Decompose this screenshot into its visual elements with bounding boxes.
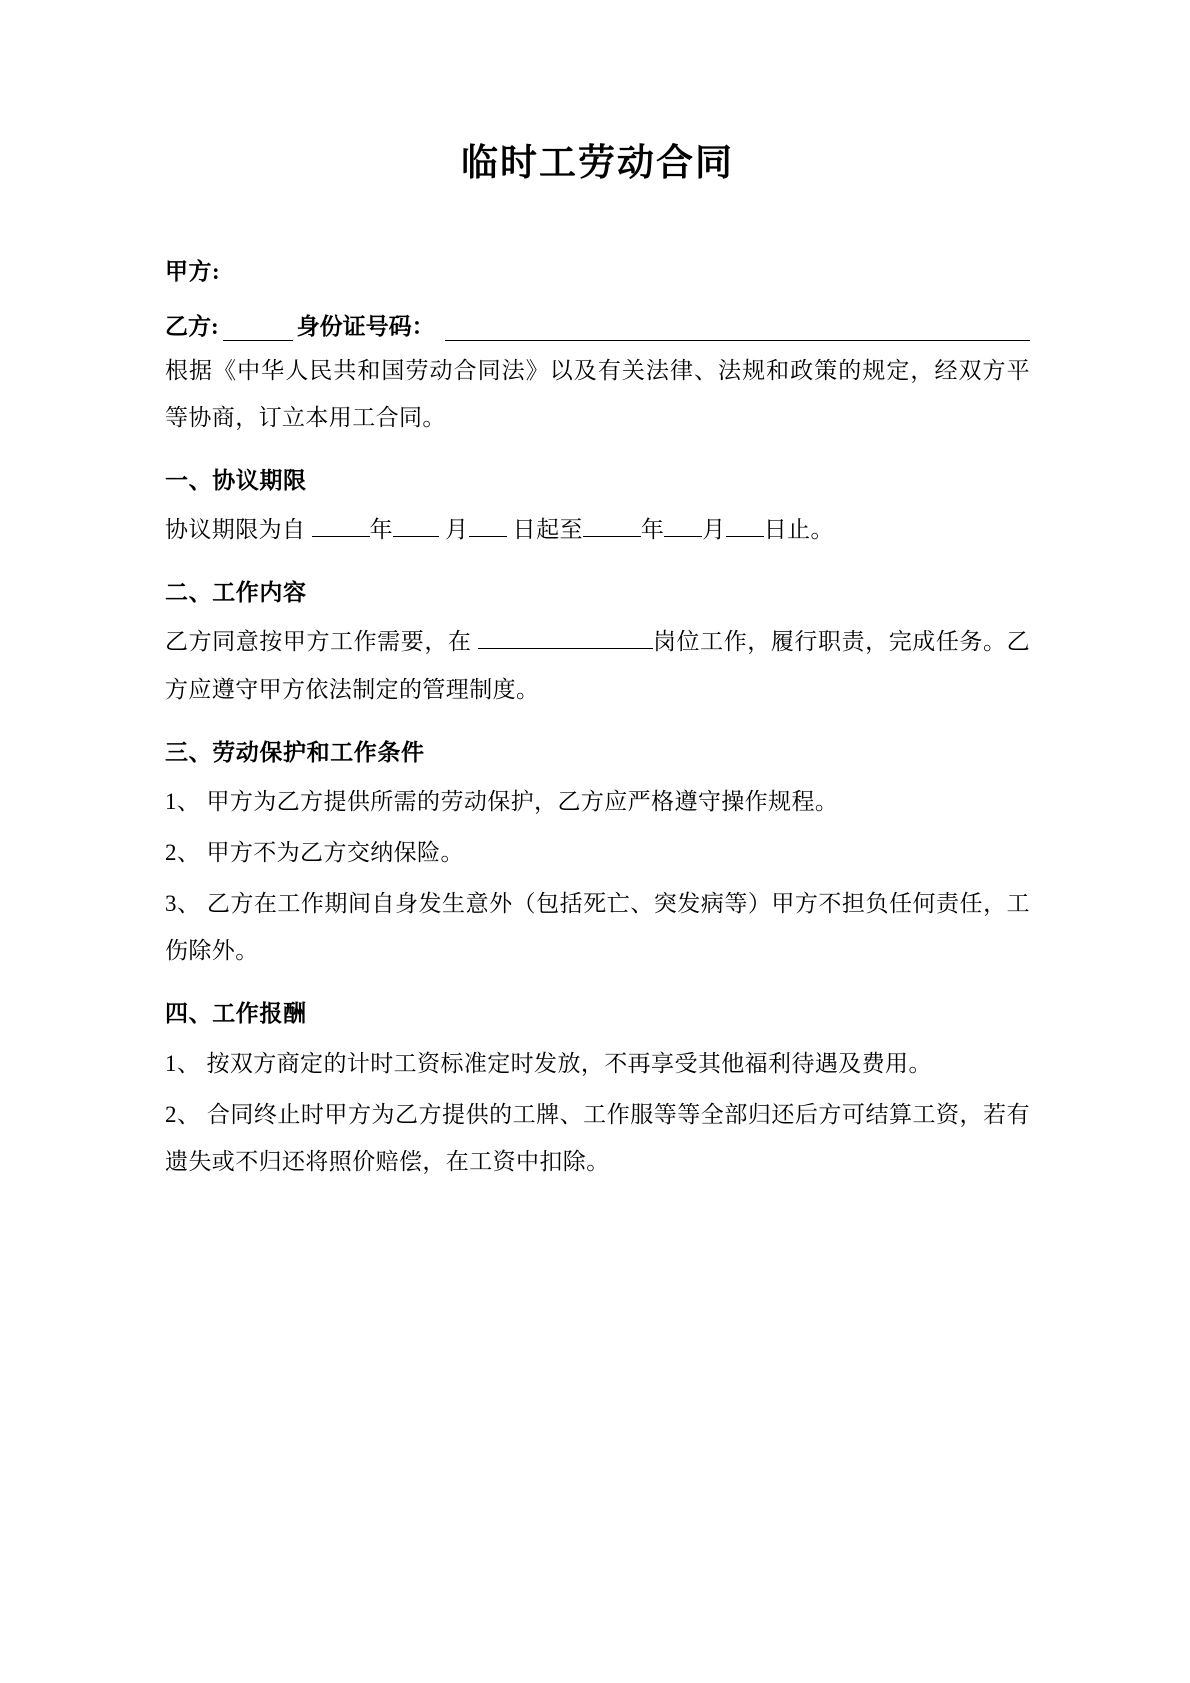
- date-blank-day-end[interactable]: [726, 536, 764, 537]
- party-a-line: [165, 250, 1030, 294]
- text-fragment: 月: [438, 517, 469, 543]
- date-blank-month-start[interactable]: [393, 536, 439, 537]
- section-3-paragraph-2: 2、 甲方不为乙方交纳保险。: [165, 840, 464, 866]
- text-fragment: 年: [369, 517, 393, 543]
- page-title: 临时工劳动合同: [461, 143, 734, 184]
- text-fragment: 日起至: [506, 517, 583, 543]
- position-blank[interactable]: [478, 648, 653, 649]
- id-number-blank[interactable]: [445, 315, 1030, 341]
- party-a-label: 甲方:: [165, 259, 221, 285]
- section-4-paragraph-1: 1、 按双方商定的计时工资标准定时发放，不再享受其他福利待遇及费用。: [165, 1050, 932, 1076]
- section-2-paragraph-1: [165, 618, 1030, 712]
- text-fragment: 月: [702, 517, 726, 543]
- date-blank-day-start[interactable]: [469, 536, 507, 537]
- text-fragment: 岗位工作，履行职责，完成任务。乙方应遵守甲方依法制定的管理制度。: [165, 629, 1030, 702]
- section-4-paragraph-2: 2、 合同终止时甲方为乙方提供的工牌、工作服等等全部归还后方可结算工资，若有遗失或不归还将照价赔偿，在工资中扣除。: [165, 1101, 1030, 1174]
- date-blank-year-end[interactable]: [583, 536, 641, 537]
- section-1-paragraph-1: [165, 506, 1030, 553]
- text-fragment: 乙方同意按甲方工作需要，在: [165, 629, 478, 655]
- section-heading-3: 三、劳动保护和工作条件: [165, 739, 425, 765]
- party-b-row: [165, 308, 1030, 341]
- party-b-name-blank[interactable]: [223, 315, 293, 341]
- id-number-label: 身份证号码：: [296, 313, 435, 339]
- text-fragment: 日止。: [763, 517, 834, 543]
- text-fragment: 协议期限为自: [165, 517, 312, 543]
- section-3-paragraph-1: 1、 甲方为乙方提供所需的劳动保护，乙方应严格遵守操作规程。: [165, 788, 839, 814]
- section-heading-4: 四、工作报酬: [165, 1001, 307, 1027]
- intro-paragraph: 根据《中华人民共和国劳动合同法》以及有关法律、法规和政策的规定，经双方平等协商，订立本用工合同。: [165, 357, 1030, 430]
- date-blank-year-start[interactable]: [312, 536, 370, 537]
- section-heading-1: 一、协议期限: [165, 468, 307, 494]
- text-fragment: 年: [640, 517, 665, 543]
- party-b-label: 乙方:: [165, 313, 219, 339]
- date-blank-month-end[interactable]: [664, 536, 702, 537]
- section-3-paragraph-3: 3、 乙方在工作期间自身发生意外（包括死亡、突发病等）甲方不担负任何责任，工伤除外。: [165, 891, 1030, 964]
- section-heading-2: 二、工作内容: [165, 580, 307, 606]
